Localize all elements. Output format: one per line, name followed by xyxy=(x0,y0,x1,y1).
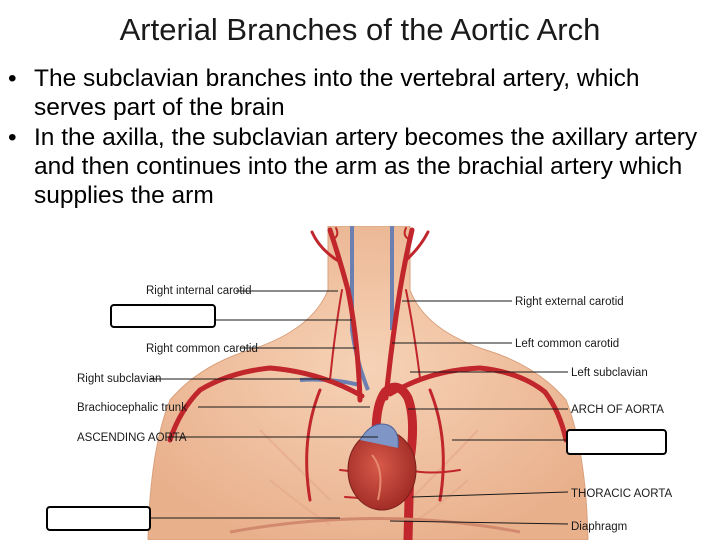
label-right-common-carotid: Right common carotid xyxy=(146,343,258,355)
label-arch-of-aorta: ARCH OF AORTA xyxy=(571,404,664,416)
label-ascending-aorta: ASCENDING AORTA xyxy=(77,432,187,444)
label-diaphragm: Diaphragm xyxy=(571,521,628,533)
bullet-item xyxy=(8,64,713,122)
bullet-list xyxy=(8,64,713,211)
bullet-icon: • xyxy=(8,65,17,92)
label-thoracic-aorta: THORACIC AORTA xyxy=(571,488,673,500)
label-right-subclavian: Right subclavian xyxy=(77,373,162,385)
blank-answer-box-left[interactable] xyxy=(111,305,215,327)
label-left-subclavian: Left subclavian xyxy=(571,367,648,379)
label-right-internal-carotid: Right internal carotid xyxy=(146,285,252,297)
blank-answer-box-right[interactable] xyxy=(567,430,666,454)
bullet-icon: • xyxy=(8,124,17,151)
artery-diagram xyxy=(0,226,720,540)
label-right-external-carotid: Right external carotid xyxy=(515,296,624,308)
bullet-text: The subclavian branches into the vertebral artery, which serves part of the brain xyxy=(34,65,640,121)
label-brachiocephalic-trunk: Brachiocephalic trunk xyxy=(77,402,187,414)
slide-title: Arterial Branches of the Aortic Arch xyxy=(119,12,601,47)
blank-answer-box-bottom-left[interactable] xyxy=(47,507,150,530)
bullet-text: In the axilla, the subclavian artery becomes the axillary artery and then continues into the arm as the brachial artery which supplies the arm xyxy=(34,124,698,209)
label-left-common-carotid: Left common carotid xyxy=(515,338,620,350)
bullet-item xyxy=(8,123,713,210)
